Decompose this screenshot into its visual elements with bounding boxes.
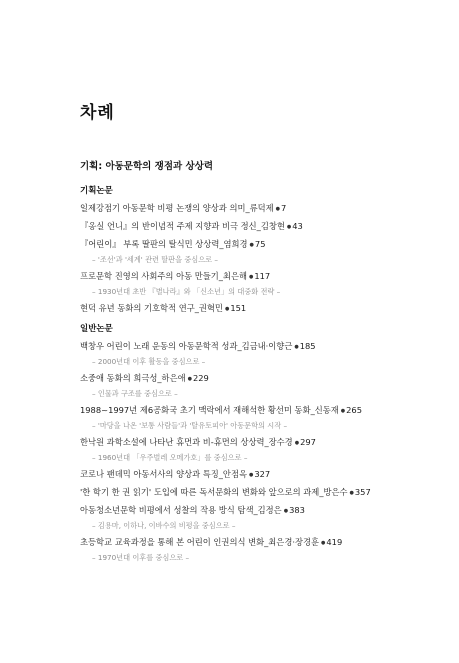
toc-entry[interactable] xyxy=(80,303,440,315)
toc-entry-subtitle: – 인물과 구조를 중심으로 – xyxy=(92,389,178,398)
toc-entry-title: 일제강점기 아동문학 비평 논쟁의 양상과 의미_류덕제 xyxy=(80,203,274,213)
toc-entry-title: 프로문학 진영의 사회주의 아동 만들기_최은해 xyxy=(80,271,247,281)
toc-entry-title: '한 학기 한 권 읽기' 도입에 따른 독서문화의 변화와 앞으로의 과제_방은수 xyxy=(80,487,348,497)
toc-entry-page-number: ● 151 xyxy=(223,303,246,313)
toc-entry[interactable] xyxy=(80,437,440,449)
toc-entry-page-number: ● 265 xyxy=(339,405,362,415)
feature-title: 기획: 아동문학의 쟁점과 상상력 xyxy=(80,161,214,172)
section-heading: 일반논문 xyxy=(80,324,113,334)
toc-entry[interactable] xyxy=(80,373,440,385)
toc-entry[interactable] xyxy=(80,271,440,283)
toc-entry-subtitle: – 1970년대 이후를 중심으로 – xyxy=(92,553,190,562)
toc-entry-subtitle: – '마당을 나온 '보통 사람들'과 '탈유토피아' 아동문학의 시작 – xyxy=(92,421,288,430)
toc-entry-title: 『어린이』 부록 딸판의 탈식민 상상력_염희경 xyxy=(80,239,248,249)
toc-entry-subtitle: – '조선'과 '세계' 관련 딸판을 중심으로 – xyxy=(92,255,219,264)
toc-entry-page-number: ● 419 xyxy=(319,537,342,547)
toc-entry-page-number: ● 43 xyxy=(285,221,303,231)
toc-entry-page-number: ● 117 xyxy=(247,271,270,281)
toc-entry-page-number: ● 383 xyxy=(282,505,305,515)
toc-entry-page-number: ● 75 xyxy=(248,239,266,249)
section-heading: 기획논문 xyxy=(80,186,113,196)
toc-entry-page-number: ● 185 xyxy=(292,341,315,351)
toc-entry-page-number: ● 327 xyxy=(247,469,270,479)
toc-entry-page-number: ● 229 xyxy=(186,373,209,383)
toc-entry[interactable] xyxy=(80,469,440,481)
toc-entry[interactable] xyxy=(80,341,440,353)
toc-entry-title: 현덕 유년 동화의 기호학적 연구_권혁민 xyxy=(80,303,223,313)
toc-entry-subtitle: – 김용마, 이하나, 이바수의 비평을 중심으로 – xyxy=(92,521,236,530)
toc-entry[interactable] xyxy=(80,239,440,251)
toc-entry-title: 아동청소년문학 비평에서 성찰의 작용 방식 탐색_김정은 xyxy=(80,505,282,515)
toc-entry[interactable] xyxy=(80,487,440,499)
toc-list xyxy=(80,186,440,569)
toc-entry-title: 한낙원 과학소설에 나타난 휴먼과 비-휴먼의 상상력_장수경 xyxy=(80,437,293,447)
toc-entry[interactable] xyxy=(80,405,440,417)
toc-entry-title: 『옹실 언니』의 반이념적 주제 지향과 비극 정신_김창현 xyxy=(80,221,285,231)
toc-entry-title: 백창우 어린이 노래 운동의 아동문학적 성과_김금내·이향근 xyxy=(80,341,293,351)
toc-entry-title: 1988~1997년 제6공화국 초기 맥락에서 재해석한 황선미 동화_신동재 xyxy=(80,405,339,415)
toc-entry[interactable] xyxy=(80,537,440,549)
toc-entry-title: 코로나 팬데믹 아동서사의 양상과 특징_안점옥 xyxy=(80,469,247,479)
toc-entry-title: 소중애 동화의 희극성_하은애 xyxy=(80,373,186,383)
toc-entry-page-number: ● 357 xyxy=(348,487,371,497)
toc-entry-subtitle: – 2000년대 이후 활동을 중심으로 – xyxy=(92,357,206,366)
toc-entry-page-number: ● 297 xyxy=(293,437,316,447)
toc-entry-subtitle: – 1930년대 초반 『별나라』와 「신소년」의 대중화 전략 – xyxy=(92,287,281,296)
toc-entry-subtitle: – 1960년대 「우주벌레 오메가호」를 중심으로 – xyxy=(92,453,248,462)
toc-entry-title: 초등학교 교육과정을 통해 본 어린이 인권의식 변화_최은경·장경훈 xyxy=(80,537,320,547)
toc-entry[interactable] xyxy=(80,203,440,215)
toc-entry-page-number: ● 7 xyxy=(274,203,287,213)
page-title: 차례 xyxy=(80,103,115,123)
toc-entry[interactable] xyxy=(80,505,440,517)
toc-entry[interactable] xyxy=(80,221,440,233)
